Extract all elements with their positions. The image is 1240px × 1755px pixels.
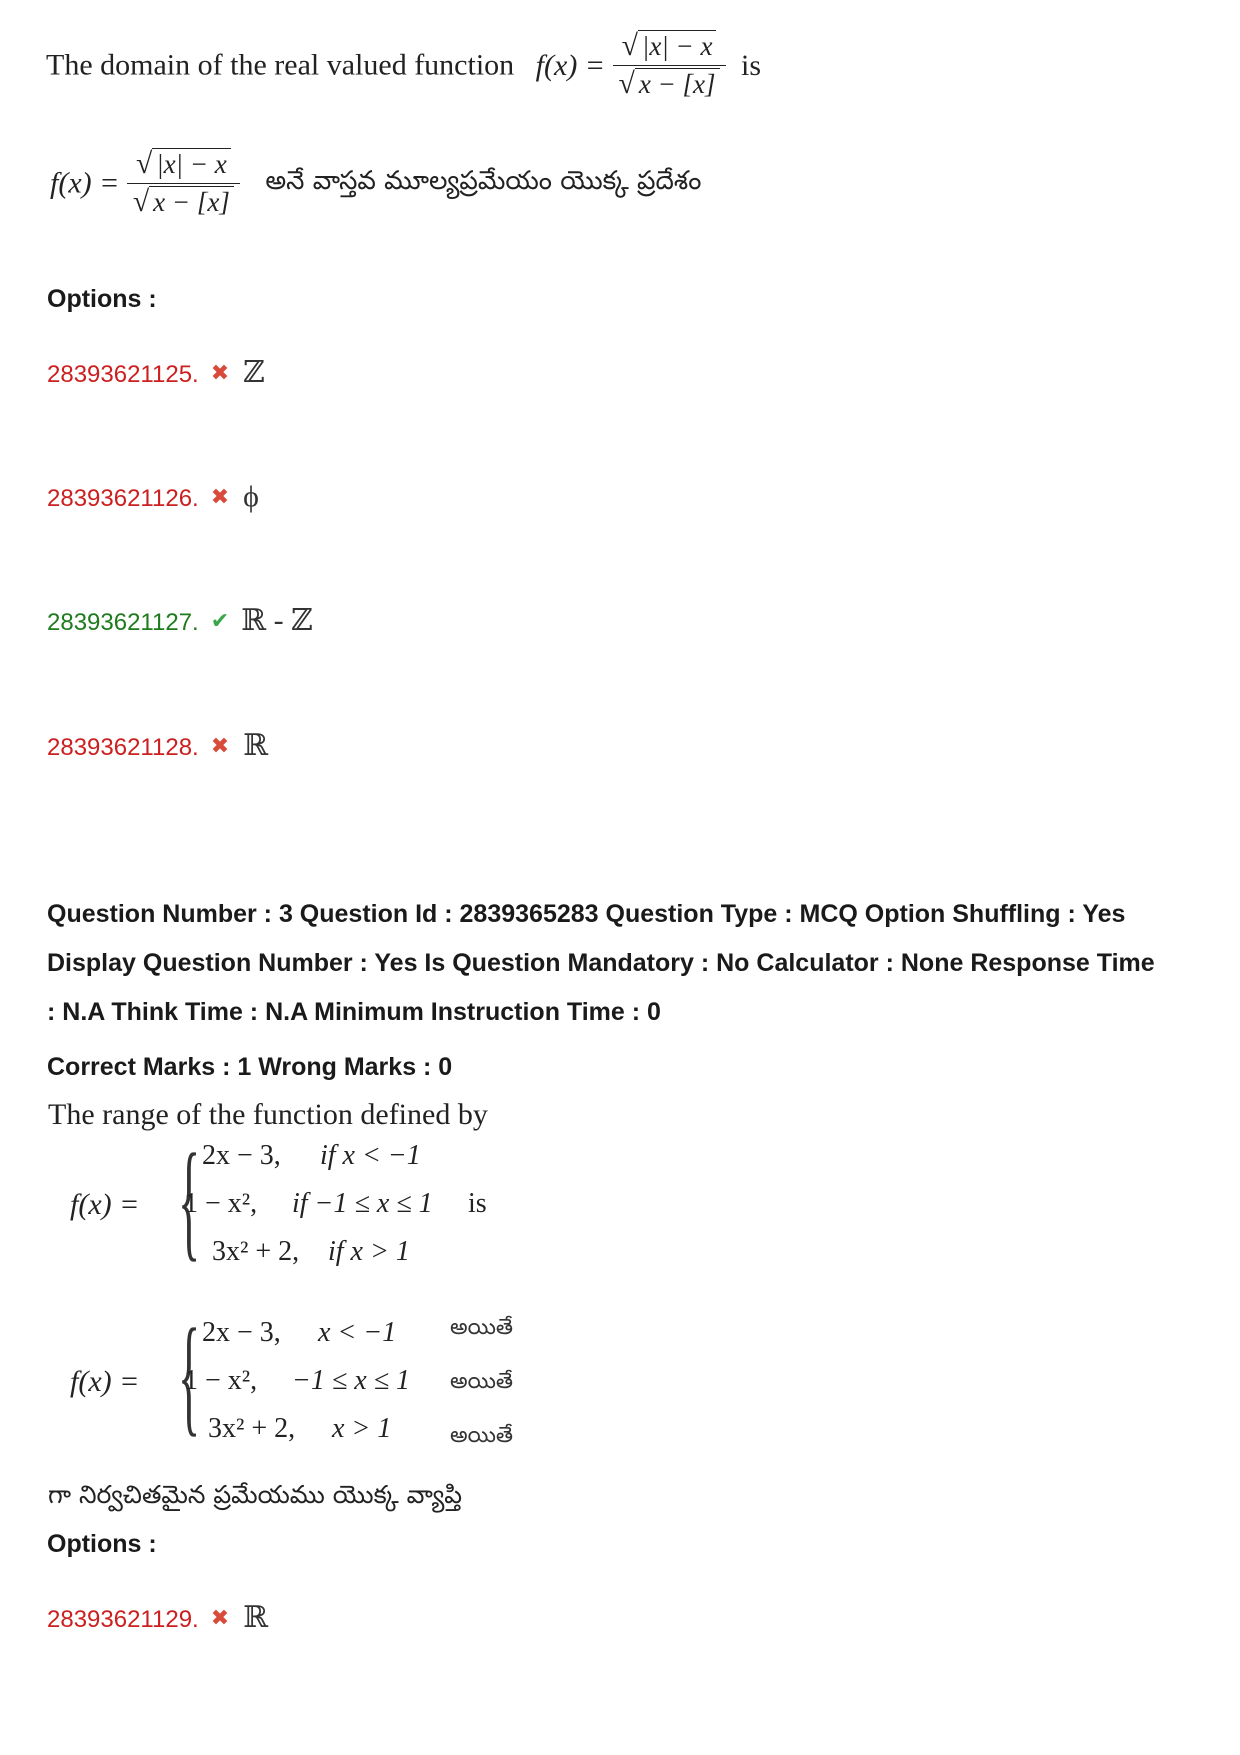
case-cond: −1 ≤ x ≤ 1 — [292, 1365, 411, 1396]
q2-func-lhs: f(x) = — [535, 48, 606, 82]
q2-telugu-stem — [50, 148, 701, 219]
case-cond: if x > 1 — [328, 1236, 410, 1267]
q2-english-prefix: The domain of the real valued function — [46, 48, 515, 82]
q2-telugu-numerator: |x| − x — [152, 148, 231, 180]
cross-icon: ✖ — [210, 733, 230, 758]
cross-icon: ✖ — [210, 484, 230, 509]
case-suffix: అయితే — [450, 1315, 514, 1340]
option-id: 28393621126. — [47, 485, 199, 512]
option-value: ϕ — [243, 480, 259, 513]
q3-meta-line3: : N.A Think Time : N.A Minimum Instruction Time : 0 — [47, 998, 661, 1026]
q2-denominator: x − [x] — [635, 68, 720, 100]
check-icon: ✔ — [210, 608, 230, 633]
q3-telugu-stem: గా నిర్వచితమైన ప్రమేయము యొక్క వ్యాప్తి — [48, 1480, 463, 1509]
case-suffix: అయితే — [450, 1369, 514, 1394]
q2-telugu-denominator: x − [x] — [149, 186, 234, 218]
option-value: ℝ - ℤ — [241, 604, 313, 637]
q3-marks: Correct Marks : 1 Wrong Marks : 0 — [47, 1053, 453, 1081]
option-id: 28393621128. — [47, 734, 199, 761]
q3-meta-line1: Question Number : 3 Question Id : 2839365283 Question Type : MCQ Option Shuffling : Yes — [47, 900, 1126, 928]
case-expr: 2x − 3, — [202, 1140, 281, 1171]
case-expr: 3x² + 2, — [208, 1413, 296, 1444]
case-cond: if −1 ≤ x ≤ 1 — [292, 1188, 433, 1219]
case-suffix: అయితే — [450, 1423, 514, 1448]
brace: { — [178, 1126, 201, 1273]
q3-options-label: Options : — [47, 1530, 157, 1558]
q3-meta-line2: Display Question Number : Yes Is Question Mandatory : No Calculator : None Response Time — [47, 949, 1155, 977]
q3-telugu-func-lhs: f(x) = — [70, 1365, 140, 1398]
q2-numerator: |x| − x — [638, 30, 717, 62]
case-expr: 1 − x², — [184, 1365, 258, 1396]
case-expr: 1 − x², — [184, 1188, 258, 1219]
q3-func-lhs: f(x) = — [70, 1188, 140, 1221]
case-cond: x > 1 — [332, 1413, 392, 1444]
option-row[interactable] — [47, 728, 268, 763]
cross-icon: ✖ — [210, 360, 230, 385]
case-expr: 2x − 3, — [202, 1317, 281, 1348]
option-value: ℝ — [243, 729, 269, 762]
q3-english-stem: The range of the function defined by — [48, 1098, 488, 1131]
q2-fraction: $\frac{√ |x| - x}{√ x - [x]}$ — [613, 30, 726, 101]
q3-telugu-piecewise — [70, 1301, 630, 1465]
q2-english-suffix: is — [741, 48, 762, 82]
q2-options-label: Options : — [47, 285, 157, 313]
option-id: 28393621125. — [47, 361, 199, 388]
cross-icon: ✖ — [210, 1605, 230, 1630]
case-expr: 3x² + 2, — [212, 1236, 300, 1267]
brace: { — [178, 1301, 201, 1448]
option-row[interactable] — [47, 1600, 268, 1635]
option-row[interactable] — [47, 480, 259, 514]
q3-english-suffix: is — [468, 1188, 487, 1219]
case-cond: if x < −1 — [320, 1140, 421, 1171]
q2-telugu-fraction: $\frac{√ |x| - x}{√ x - [x]}$ — [127, 148, 240, 219]
q2-telugu-text: అనే వాస్తవ మూల్యప్రమేయం యొక్క ప్రదేశం — [265, 165, 702, 196]
case-cond: x < −1 — [318, 1317, 397, 1348]
option-row-correct[interactable] — [47, 603, 313, 638]
q2-english-stem — [46, 30, 761, 101]
q2-telugu-func-lhs: f(x) = — [50, 166, 120, 200]
option-value: ℤ — [243, 356, 266, 389]
option-id: 28393621127. — [47, 609, 199, 636]
q3-english-piecewise — [70, 1126, 630, 1285]
option-id: 28393621129. — [47, 1606, 199, 1633]
option-row[interactable] — [47, 355, 265, 390]
option-value: ℝ — [243, 1601, 269, 1634]
